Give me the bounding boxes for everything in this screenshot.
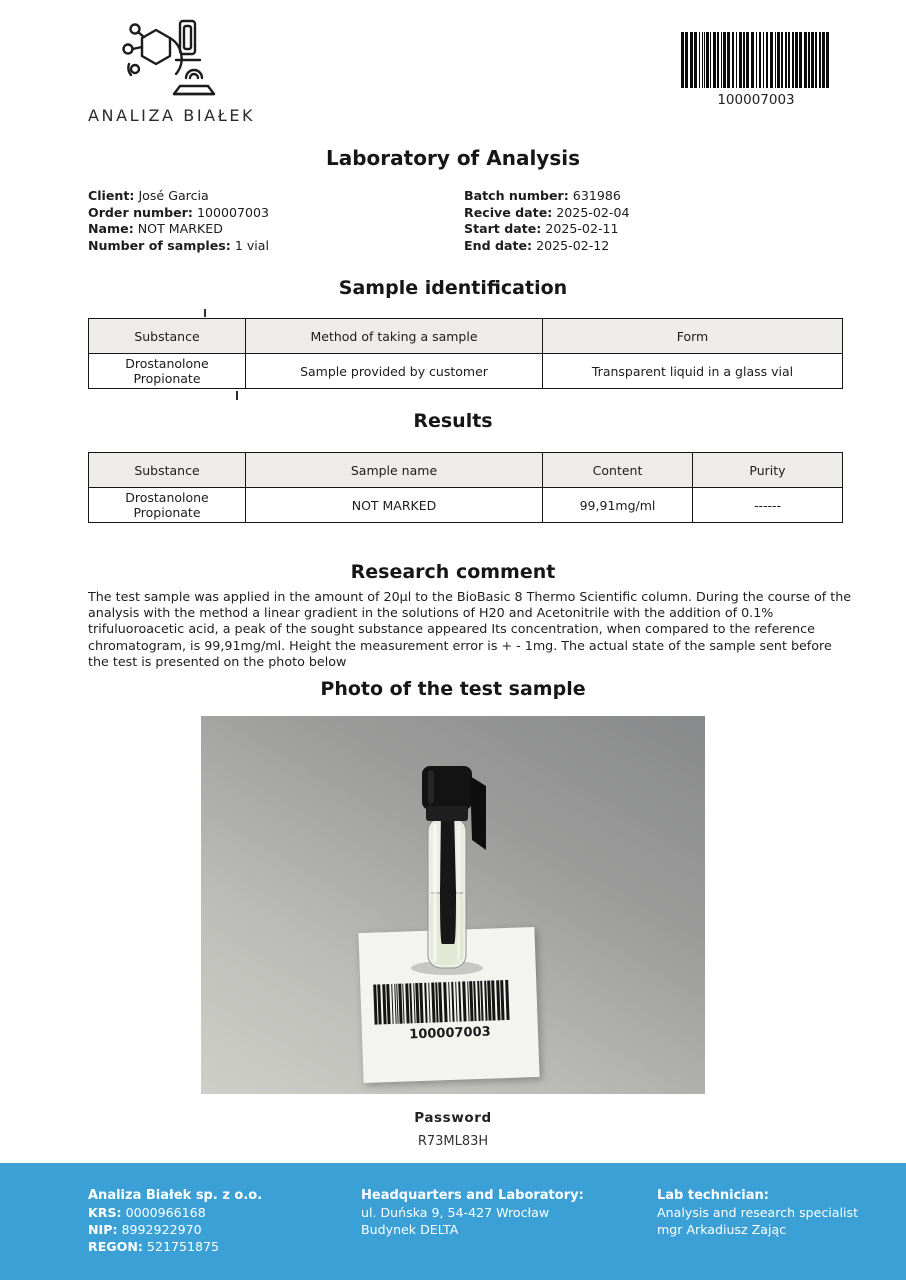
field-value: 2025-02-12 [532,237,610,253]
results-table [88,452,843,523]
header-cell: Form [543,319,843,354]
table-cell: Drostanolone Propionate [89,354,246,389]
field-label: Batch number: [464,188,569,203]
order-barcode-number: 100007003 [717,92,795,108]
header-cell: Substance [89,319,246,354]
section-title-results: Results [413,410,493,432]
header-cell: Purity [693,453,843,488]
field-value: 8992922970 [117,1222,202,1237]
footer-headquarters-title: Headquarters and Laboratory: [361,1188,584,1203]
info-line [88,221,418,238]
table-row [89,354,843,389]
card-barcode-number: 100007003 [409,1024,491,1043]
scan-artifact [204,309,206,317]
section-title-photo: Photo of the test sample [320,678,586,700]
card-barcode [373,979,524,1024]
password-label: Password [414,1110,492,1126]
field-value: 2025-02-11 [541,221,619,237]
sample-photo [201,716,705,1094]
footer-company-registry [88,1204,353,1255]
footer-text-line: Budynek DELTA [361,1222,459,1237]
order-barcode [666,32,846,88]
footer-headquarters-address [361,1204,646,1238]
field-value: 521751875 [142,1239,220,1254]
header-cell: Sample name [246,453,543,488]
info-line [464,188,804,205]
info-line [88,238,418,255]
info-line [88,188,418,205]
order-barcode-block [666,32,846,108]
field-value: 2025-02-04 [552,204,630,220]
footer [0,1163,906,1280]
field-label: REGON: [88,1239,143,1254]
brand-name: ANALIZA BIAŁEK [88,106,256,125]
field-value: 0000966168 [121,1205,206,1220]
field-label: Start date: [464,221,542,237]
footer-company-block [88,1187,353,1255]
footer-registry-line [88,1204,353,1221]
page-title: Laboratory of Analysis [326,146,580,170]
field-value: NOT MARKED [133,221,223,237]
field-label: End date: [464,237,533,253]
section-title-sample-identification: Sample identification [338,277,568,299]
table-cell: Sample provided by customer [246,354,543,389]
header-cell: Substance [89,453,246,488]
info-line [88,205,418,222]
footer-technician-title: Lab technician: [657,1188,769,1203]
footer-technician-block [657,1187,897,1238]
footer-text-line: mgr Arkadiusz Zając [657,1222,787,1237]
table-cell: NOT MARKED [246,488,543,523]
field-label: Name: [88,221,134,237]
field-label: Number of samples: [88,237,231,253]
research-comment-text: The test sample was applied in the amount of 20µl to the BioBasic 8 Thermo Scientific column. During the course of the analysis with the method a linear gradient in the solutions of H20 and Acetonitrile with the addition of 0.1% trifuluoroacetic acid, a peak of the sought substance appeared Its concentration, when compared to the reference chromatogram, is 99,91mg/ml. Height the measurement error is + - 1mg. The actual state of the sample sent before the test is presented on the photo below [88,589,852,669]
field-value: 1 vial [230,237,270,253]
glass-vial [391,762,503,980]
footer-headquarters-block [361,1187,646,1238]
footer-text-line: Analysis and research specialist [657,1205,859,1220]
field-label: Recive date: [464,204,553,220]
header-cell: Method of taking a sample [246,319,543,354]
info-line [464,238,804,255]
field-value: 631986 [568,188,621,203]
table-cell: Transparent liquid in a glass vial [543,354,843,389]
scan-artifact [236,391,238,400]
footer-registry-line [88,1238,353,1255]
table-row [89,488,843,523]
company-logo [88,16,256,125]
field-label: NIP: [88,1222,118,1237]
field-label: Order number: [88,204,193,220]
password-value: R73ML83H [417,1134,489,1149]
section-title-research-comment: Research comment [350,561,556,583]
table-cell: Drostanolone Propionate [89,488,246,523]
client-info-block [88,188,418,254]
footer-technician-details [657,1204,897,1238]
info-line [464,221,804,238]
footer-company-name: Analiza Białek sp. z o.o. [88,1188,263,1203]
table-cell: 99,91mg/ml [543,488,693,523]
field-label: Client: [88,188,135,203]
field-label: KRS: [88,1205,122,1220]
field-value: 100007003 [192,204,270,220]
field-value: José Garcia [134,188,209,203]
footer-text-line: ul. Duńska 9, 54-427 Wrocław [361,1205,550,1220]
header-cell: Content [543,453,693,488]
batch-info-block [464,188,804,254]
footer-registry-line [88,1221,353,1238]
sample-identification-table [88,318,843,389]
info-line [464,205,804,222]
table-cell: ------ [693,488,843,523]
molecule-microscope-icon [104,16,222,102]
